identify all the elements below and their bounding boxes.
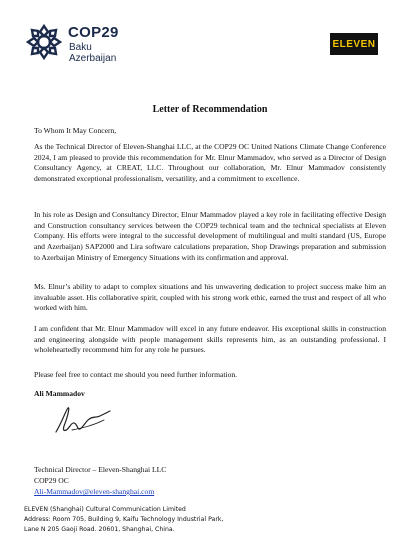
paragraph-qualities: Ms. Elnur’s ability to adapt to complex situations and his unwavering dedication to project success make him an invaluable asset. His collaborative spirit, coupled with his strong work ethic, earned the trust and respect of all who worked with him. bbox=[34, 282, 386, 313]
signer-name: Ali Mammadov bbox=[34, 389, 85, 398]
paragraph-intro: As the Technical Director of Eleven-Shanghai LLC, at the COP29 OC United Nations Climate Change Conference 2024, I am pleased to provide this recommendation for Mr. Elnur Mammadov, who served as a Director of Design Consultancy Agency, at CREAT, LLC. Throughout our collaboration, Mr. Elnur Mammadov consistently demonstrated exceptional professionalism, versatility, and a commitment to excellence. bbox=[34, 142, 386, 184]
cop29-emblem-icon bbox=[24, 22, 64, 62]
salutation: To Whom It May Concern, bbox=[34, 126, 117, 135]
cop29-logo bbox=[24, 22, 144, 64]
cop29-logo-country: Azerbaijan bbox=[69, 53, 117, 64]
cop29-logo-title: COP29 bbox=[68, 24, 119, 41]
company-address-line2: Lane N 205 Gaoji Road. 20601, Shanghai, China. bbox=[24, 526, 175, 533]
company-address-line1: Address: Room 705, Building 9, Kaifu Technology Industrial Park, bbox=[24, 516, 224, 523]
paragraph-role: In his role as Design and Consultancy Director, Elnur Mammadov played a key role in facilitating effective Design and Construction consultancy services between the COP29 technical team and the technical specialists at Eleven Company. His efforts were integral to the successful development of multilingual and multi standard (US, Europe and Azerbaijan) SAP2000 and Lira software calculations preparation, Shop Drawings preparation and submission to Azerbaijan Ministry of Emergency Situations with its confirmation and approval. bbox=[34, 210, 386, 262]
paragraph-recommendation: I am confident that Mr. Elnur Mammadov will excel in any future endeavor. His exceptional skills in construction and engineering alongside with people management skills represents him, as an outstanding professional. I wholeheartedly recommend him for any role he pursues. bbox=[34, 324, 386, 355]
eleven-logo: ELEVEN bbox=[330, 33, 378, 55]
signer-org: COP29 OC bbox=[34, 476, 69, 485]
handwritten-signature bbox=[52, 402, 112, 438]
letter-title: Letter of Recommendation bbox=[152, 104, 268, 115]
signer-position: Technical Director – Eleven-Shanghai LLC bbox=[34, 465, 167, 474]
cop29-logo-city: Baku bbox=[69, 42, 92, 53]
company-name: ELEVEN (Shanghai) Cultural Communication Limited bbox=[24, 506, 186, 513]
paragraph-contact: Please feel free to contact me should you need further information. bbox=[34, 370, 238, 379]
signer-email-link[interactable]: Ali-Mammadov@eleven-shanghai.com bbox=[34, 487, 155, 496]
